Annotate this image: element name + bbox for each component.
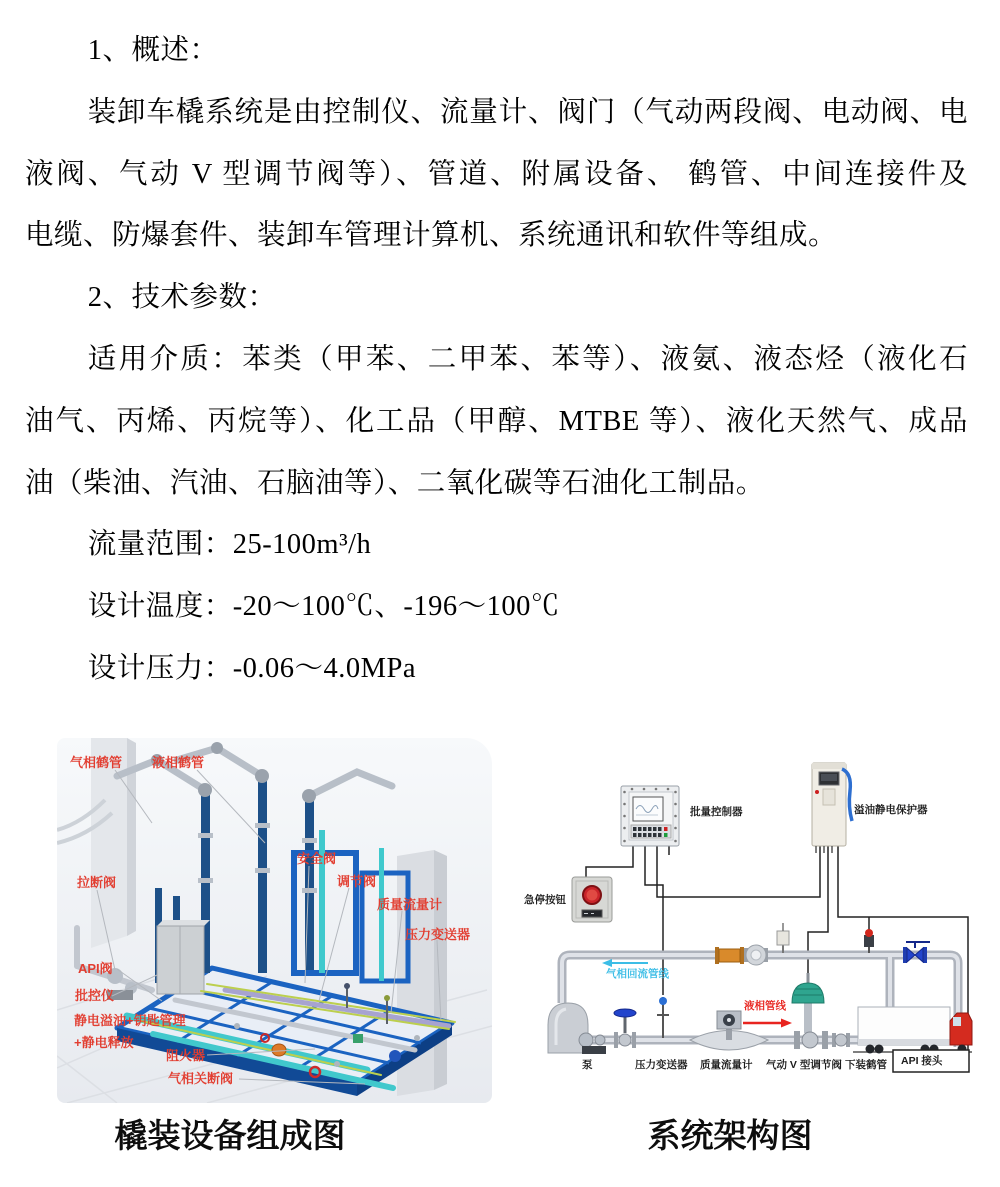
document-line: 2、技术参数： [87,282,277,314]
figure-skid-equipment [57,738,492,1103]
static-protector-device [812,763,852,853]
sys-label-bottom-loading-arm: 下装鹤管 [845,1059,887,1071]
document-line: 电缆、防爆套件、装卸车管理计算机、系统通讯和软件等组成。 [25,220,838,252]
label-batch-control-unit: 批控仪 [75,988,115,1003]
label-static-release: +静电释放 [74,1035,134,1050]
sys-label-pressure-transmitter: 压力变送器 [635,1059,688,1071]
document-line: 液阀、气动 V 型调节阀等）、管道、附属设备、 鹤管、中间连接件及 [25,158,968,190]
document-line: 1、概述： [87,35,219,66]
sys-label-v-control-valve: 气动 V 型调节阀 [766,1059,842,1071]
label-pressure-transmitter: 压力变送器 [405,927,471,942]
document-line: 油气、丙烯、丙烷等）、化工品（甲醇、MTBE 等）、液化天然气、成品 [25,405,968,437]
sys-label-mass-flowmeter: 质量流量计 [700,1059,753,1071]
label-safety-valve: 安全阀 [297,851,337,866]
emergency-stop-box [572,877,612,922]
caption-system-figure: 系统架构图 [647,1117,813,1154]
label-regulating-valve: 调节阀 [337,874,377,889]
sys-label-liquid-line: 液相管线 [744,1000,786,1012]
label-breakaway-valve: 拉断阀 [77,875,117,890]
sys-label-emergency-stop: 急停按钮 [524,894,566,906]
liquid-flow-arrow-icon [743,1019,792,1028]
document-line: 适用介质：苯类（甲苯、二甲苯、苯等）、液氨、液态烃（液化石 [87,343,968,375]
sys-label-static-protector: 溢油静电保护器 [854,804,928,816]
control-cabinet [157,920,210,994]
document-line: 流量范围：25-100m³/h [87,529,372,561]
document-line: 设计压力：-0.06～4.0MPa [87,652,417,684]
document-line: 装卸车橇系统是由控制仪、流量计、阀门（气动两段阀、电动阀、电 [87,96,968,128]
control-valve [792,973,828,1049]
sys-label-vapor-return-line: 气相回流管线 [606,968,669,980]
vapor-return-arrow-icon [602,959,648,967]
sys-label-api-coupler: API 接头 [901,1055,943,1067]
pressure-transmitter [657,997,669,1038]
document-text [25,20,968,700]
caption-skid-figure: 橇装设备组成图 [114,1117,346,1154]
label-api-valve: API阀 [78,961,113,976]
document-line: 油（柴油、汽油、石脑油等）、二氧化碳等石油化工制品。 [25,467,765,499]
label-static-overfill-key: 静电溢油+钥匙管理 [74,1013,186,1028]
document-line: 设计温度：-20～100℃、-196～100℃ [87,591,560,623]
mass-flowmeter [690,1011,768,1050]
sys-label-pump: 泵 [582,1059,593,1071]
loading-arm-joint [832,1033,850,1047]
label-liquid-loading-arm: 液相鹤管 [152,755,205,770]
label-flame-arrester: 阻火器 [166,1048,206,1063]
batch-controller-box [621,786,679,846]
sys-label-batch-controller: 批量控制器 [690,806,743,818]
system-illustration [520,745,990,1095]
label-vapor-loading-arm: 气相鹤管 [70,755,123,770]
figure-system-architecture [520,745,990,1095]
gate-valve [614,1009,636,1048]
label-vapor-shutoff-valve: 气相关断阀 [168,1071,234,1086]
label-mass-flowmeter: 质量流量计 [377,897,443,912]
